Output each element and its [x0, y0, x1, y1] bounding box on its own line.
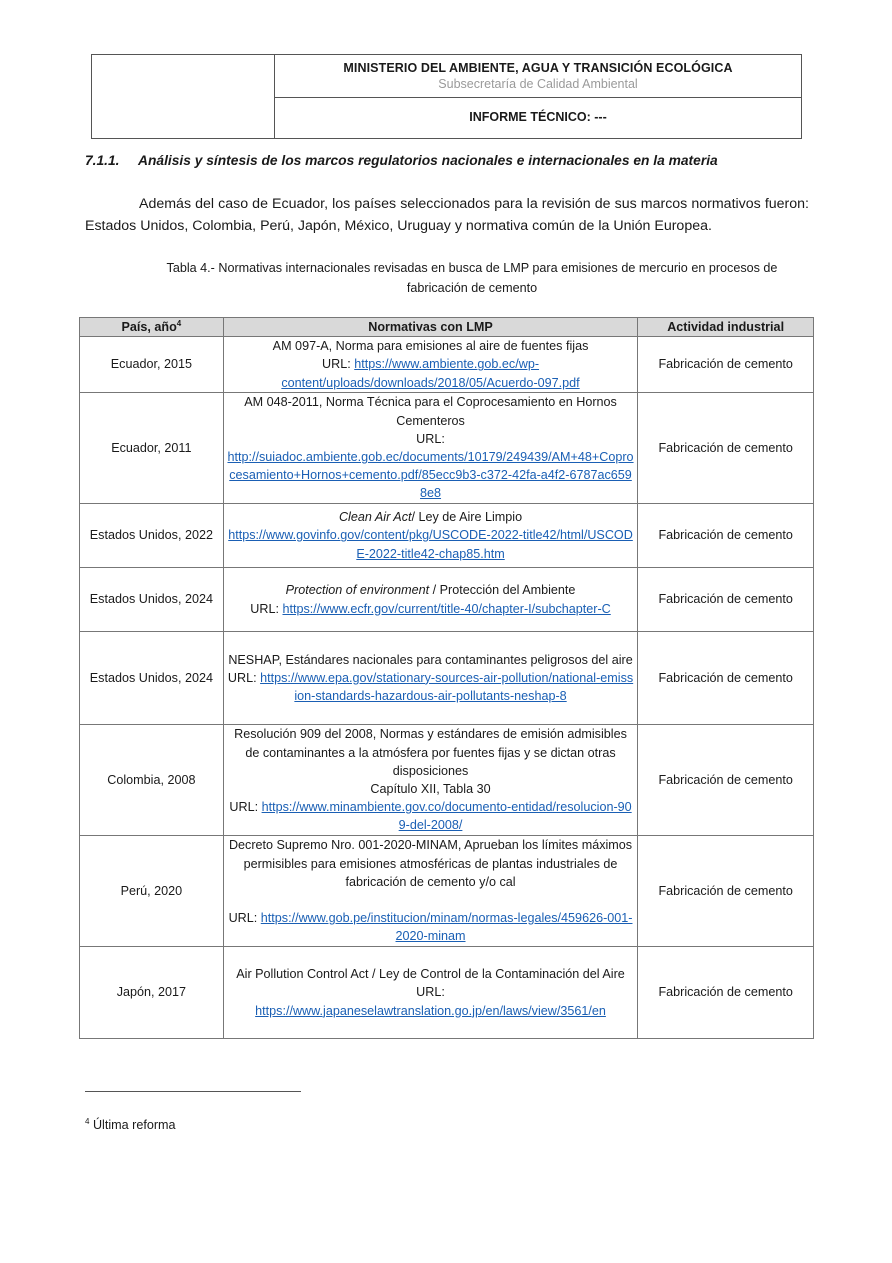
cell-country: Estados Unidos, 2024: [80, 568, 224, 632]
footnote-marker: 4: [85, 1116, 90, 1126]
url-label: URL:: [416, 431, 445, 446]
cell-norm: [223, 393, 638, 504]
header-norms: Normativas con LMP: [223, 318, 638, 337]
section-number: 7.1.1.: [85, 153, 120, 168]
section-title: Análisis y síntesis de los marcos regulatorios nacionales e internacionales en la materia: [138, 153, 718, 168]
header-info: [275, 55, 801, 138]
table-row: [80, 393, 814, 504]
cell-activity: Fabricación de cemento: [638, 393, 814, 504]
subsecretaria-name: Subsecretaría de Calidad Ambiental: [438, 77, 638, 91]
intro-paragraph: Además del caso de Ecuador, los países seleccionados para la revisión de sus marcos normativos fueron: Estados Unidos, Colombia, Perú, Japón, México, Uruguay y normativa común de la Unión Europea.: [85, 196, 809, 234]
cell-activity: Fabricación de cemento: [638, 947, 814, 1039]
norm-link[interactable]: https://www.epa.gov/stationary-sources-air-pollution/national-emission-standards-hazardous-air-pollutants-neshap-8: [260, 670, 634, 704]
cell-norm: [223, 725, 638, 836]
regulations-table: [79, 317, 814, 1039]
footnote-separator: [85, 1091, 301, 1092]
table-row: [80, 725, 814, 836]
norm-title-italic: Clean Air Act: [338, 510, 412, 525]
table-row: [80, 947, 814, 1039]
cell-country: Japón, 2017: [80, 947, 224, 1039]
norm-title: / Protección del Ambiente: [429, 583, 576, 598]
url-label: URL:: [229, 800, 262, 815]
cell-norm: [223, 568, 638, 632]
norm-link[interactable]: https://www.ambiente.gob.ec/wp-content/uploads/downloads/2018/05/Acuerdo-097.pdf: [281, 357, 580, 390]
cell-activity: Fabricación de cemento: [638, 725, 814, 836]
cell-norm: [223, 947, 638, 1039]
cell-activity: Fabricación de cemento: [638, 568, 814, 632]
norm-title: NESHAP, Estándares nacionales para contaminantes peligrosos del aire: [228, 652, 633, 667]
cell-country: Colombia, 2008: [80, 725, 224, 836]
document-header: [91, 54, 802, 139]
norm-link[interactable]: http://suiadoc.ambiente.gob.ec/documents/10179/249439/AM+48+Coprocesamiento+Hornos+cemento.pdf/85ecc9b3-c372-42fa-a4f2-6787ac6598e8: [227, 450, 634, 501]
cell-country: Ecuador, 2015: [80, 337, 224, 393]
norm-title: AM 097-A, Norma para emisiones al aire de fuentes fijas: [272, 339, 589, 354]
url-label: URL:: [228, 911, 261, 926]
cell-norm: [223, 632, 638, 725]
table-row: [80, 337, 814, 393]
table-row: [80, 504, 814, 568]
norm-title: Air Pollution Control Act / Ley de Control de la Contaminación del Aire: [236, 967, 625, 982]
norm-subtitle: Capítulo XII, Tabla 30: [370, 782, 491, 796]
url-label: URL:: [416, 985, 445, 1000]
footnote-ref[interactable]: 4: [176, 318, 182, 328]
cell-activity: Fabricación de cemento: [638, 337, 814, 393]
table-row: [80, 632, 814, 725]
url-label: URL:: [227, 670, 261, 685]
header-logo-cell: [92, 55, 275, 138]
header-activity: Actividad industrial: [638, 318, 814, 337]
cell-activity: Fabricación de cemento: [638, 836, 814, 947]
header-institution: [275, 55, 801, 98]
header-country: País, año$^4$: [80, 318, 224, 337]
norm-link[interactable]: https://www.govinfo.gov/content/pkg/USCODE-2022-title42/html/USCODE-2022-title42-chap85.htm: [228, 528, 633, 561]
table-row: [80, 836, 814, 947]
cell-norm: [223, 836, 638, 947]
norm-title: AM 048-2011, Norma Técnica para el Coprocesamiento en Hornos Cementeros: [244, 395, 617, 428]
norm-title: Resolución 909 del 2008, Normas y estándares de emisión admisibles de contaminantes a la atmósfera por fuentes fijas y se dictan otras disposiciones: [234, 727, 627, 778]
cell-country: Estados Unidos, 2022: [80, 504, 224, 568]
url-label: URL:: [322, 357, 355, 372]
cell-country: Perú, 2020: [80, 836, 224, 947]
cell-activity: Fabricación de cemento: [638, 504, 814, 568]
cell-activity: Fabricación de cemento: [638, 632, 814, 725]
norm-link[interactable]: https://www.gob.pe/institucion/minam/normas-legales/459626-001-2020-minam: [260, 911, 633, 944]
footnote: [85, 1118, 176, 1132]
norm-link[interactable]: https://www.ecfr.gov/current/title-40/chapter-I/subchapter-C: [282, 601, 611, 616]
norm-title-italic: Protection of environment: [285, 583, 430, 598]
url-label: URL:: [250, 601, 283, 616]
table-header-row: [80, 318, 814, 337]
cell-norm: [223, 337, 638, 393]
cell-country: Estados Unidos, 2024: [80, 632, 224, 725]
cell-country: Ecuador, 2011: [80, 393, 224, 504]
section-heading: [85, 153, 718, 168]
norm-link[interactable]: https://www.minambiente.gov.co/documento-entidad/resolucion-909-del-2008/: [261, 800, 632, 833]
footnote-text: Última reforma: [89, 1118, 176, 1132]
table-row: [80, 568, 814, 632]
norm-title: Decreto Supremo Nro. 001-2020-MINAM, Aprueban los límites máximos permisibles para emisiones atmosféricas de plantas industriales de fabricación de cemento y/o cal: [228, 838, 633, 889]
ministry-name: MINISTERIO DEL AMBIENTE, AGUA Y TRANSICIÓN ECOLÓGICA: [343, 61, 733, 75]
norm-title: / Ley de Aire Limpio: [411, 510, 523, 525]
cell-norm: [223, 504, 638, 568]
spacer: [227, 891, 635, 909]
report-id: INFORME TÉCNICO: ---: [469, 110, 607, 124]
table-caption: Tabla 4.- Normativas internacionales revisadas en busca de LMP para emisiones de mercurio en procesos de fabricación de cemento: [166, 261, 778, 295]
norm-link[interactable]: https://www.japaneselawtranslation.go.jp/en/laws/view/3561/en: [255, 1003, 606, 1018]
